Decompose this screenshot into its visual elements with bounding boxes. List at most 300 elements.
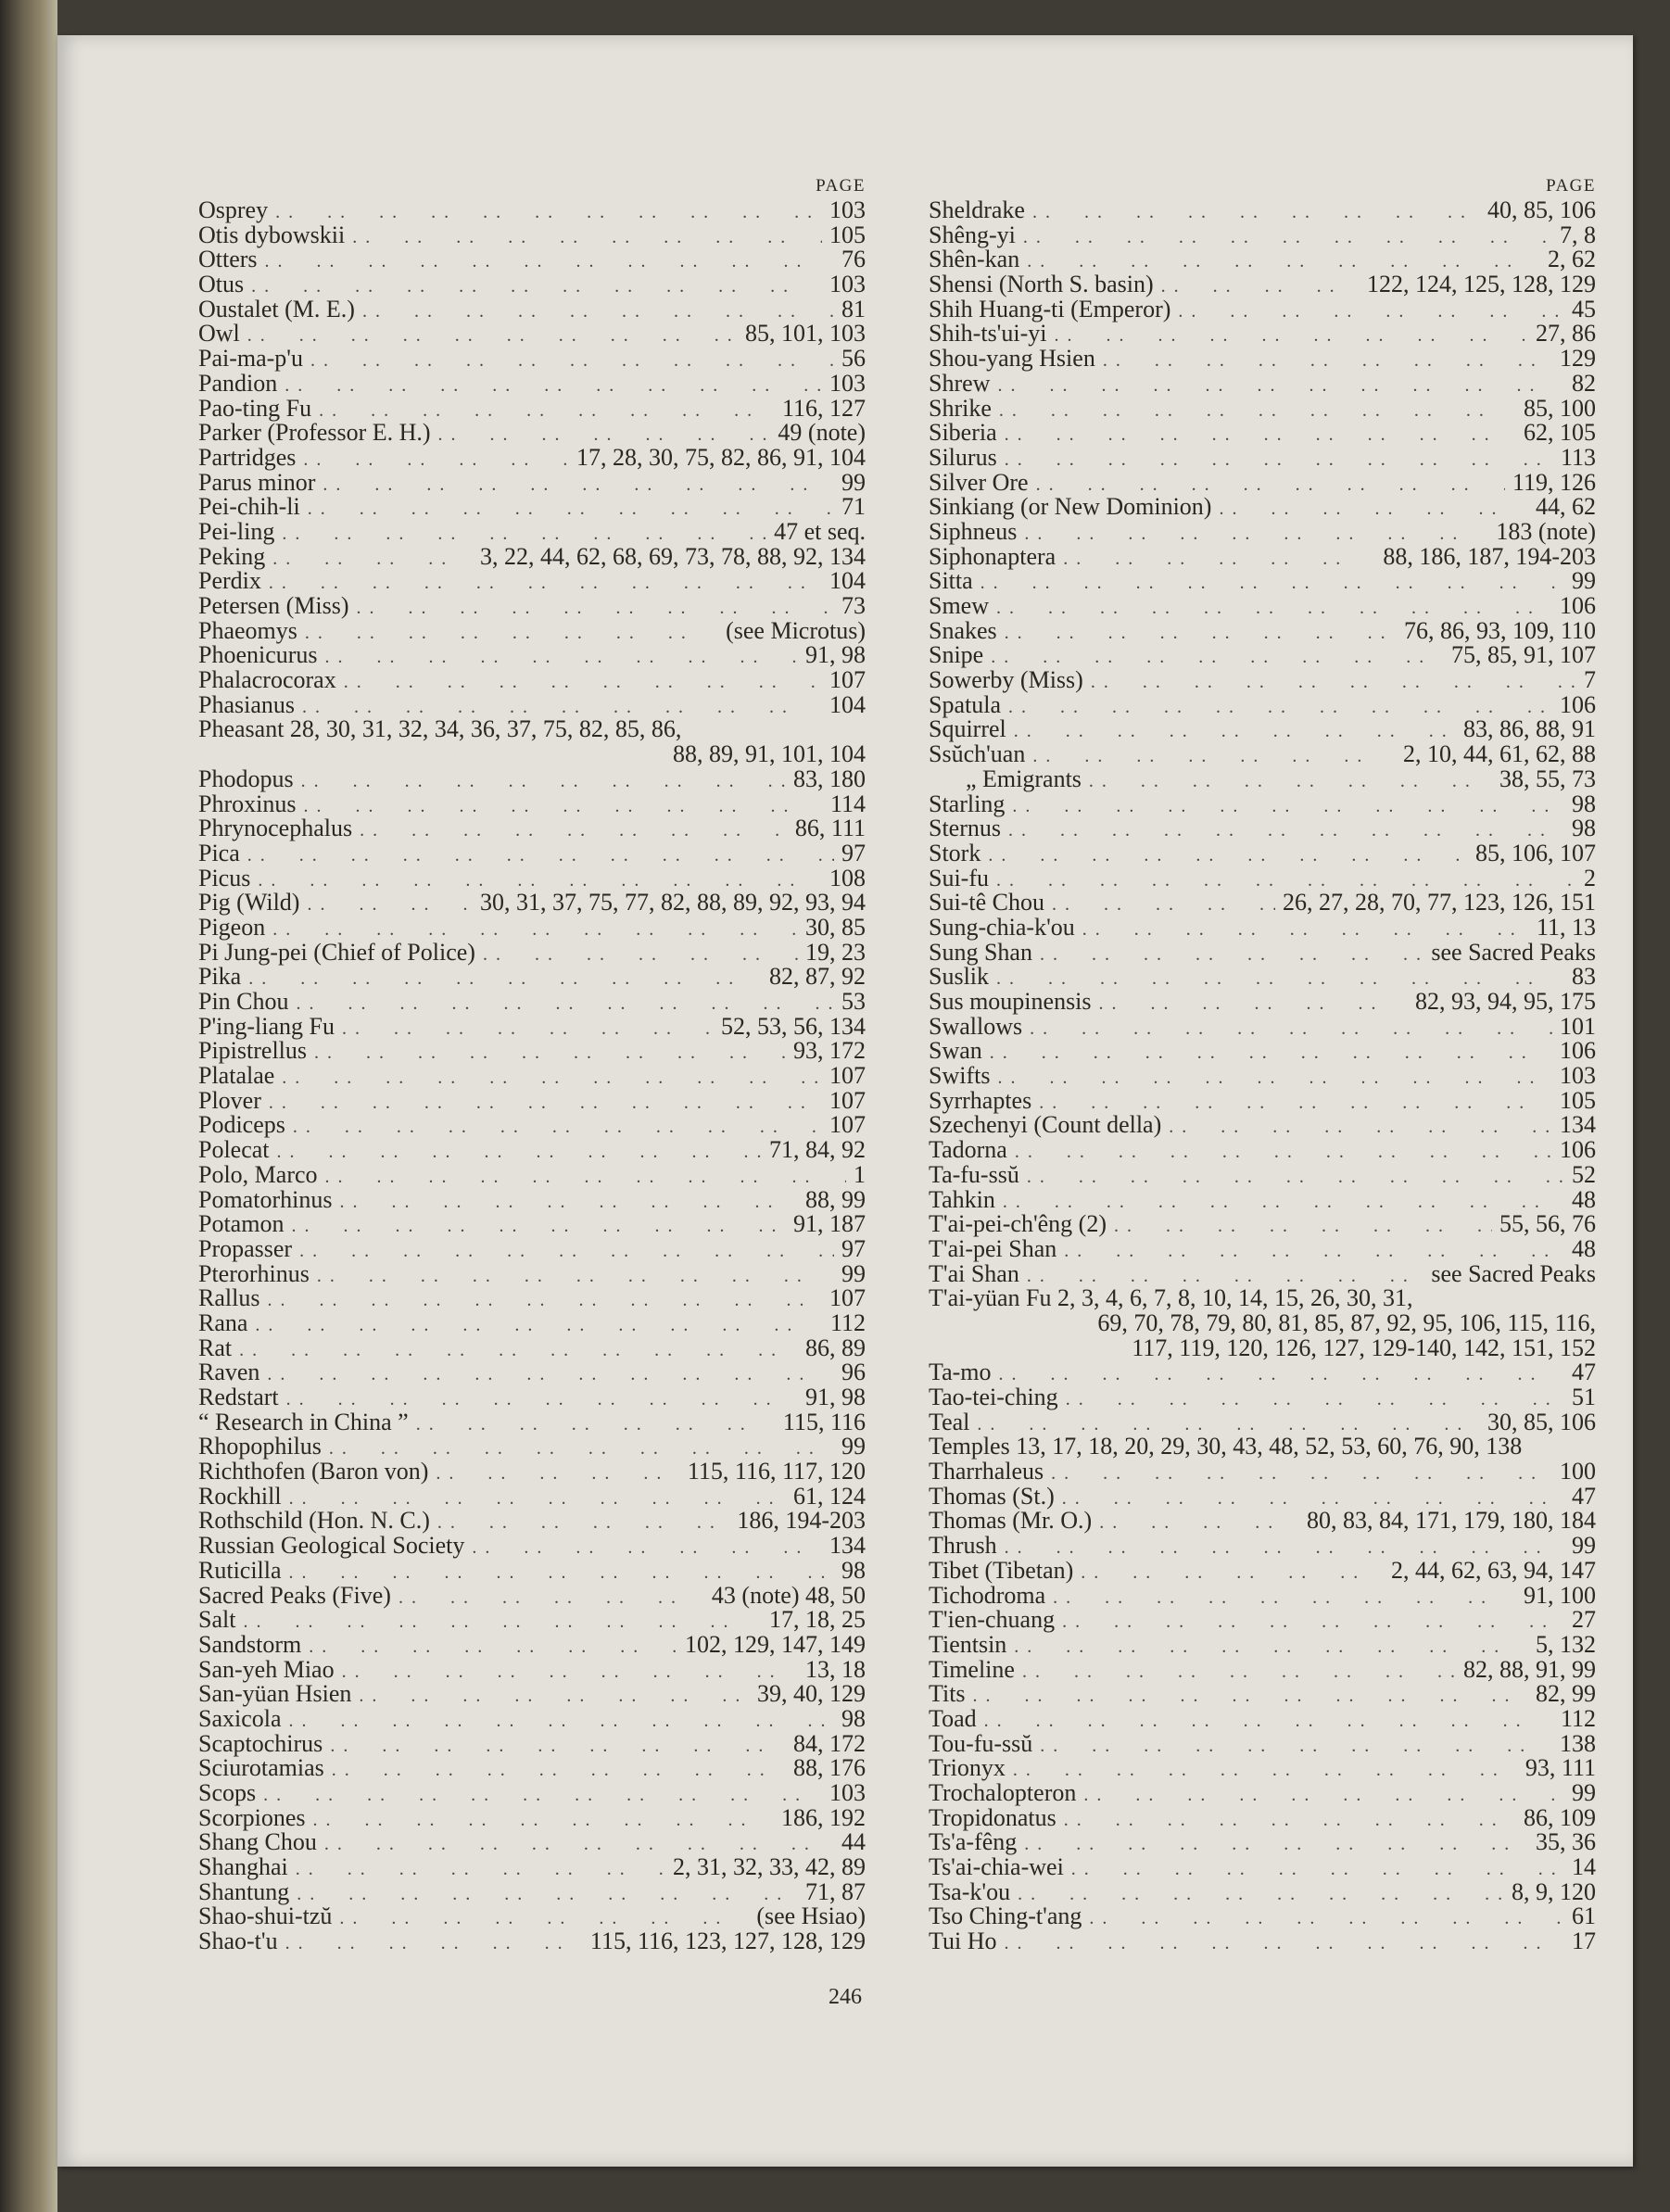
entry-term: Tao-tei-ching [929, 1384, 1058, 1410]
entry-term: „ Emigrants [966, 765, 1082, 792]
entry-page-refs: 99 [841, 1259, 866, 1287]
index-entry [198, 841, 866, 866]
leader-dots [1024, 1832, 1528, 1857]
leader-dots [1099, 992, 1408, 1017]
leader-dots [330, 1734, 786, 1759]
leader-dots [314, 1041, 786, 1066]
entry-page-refs: 105 [1560, 1086, 1596, 1114]
entry-term: Pei-ling [198, 517, 275, 545]
entry-page-refs: 52 [1572, 1160, 1596, 1188]
entry-term: Starling [929, 790, 1006, 817]
index-entry [929, 1803, 1596, 1831]
entry-page-refs: 88, 99 [805, 1185, 866, 1213]
leader-dots [291, 1214, 786, 1239]
index-entry [198, 990, 866, 1015]
leader-dots [1052, 892, 1275, 917]
entry-term: Tou-fu-ssŭ [929, 1729, 1033, 1757]
index-entry [929, 394, 1596, 422]
index-entry [929, 1286, 1596, 1311]
entry-page-refs: 129 [1560, 345, 1596, 373]
entry-term: Tadorna [929, 1136, 1007, 1164]
entry-page-refs: 107 [829, 666, 866, 694]
index-entry [198, 742, 866, 767]
entry-page-refs: 114 [829, 790, 866, 817]
index-entry [198, 1039, 866, 1064]
entry-term: Pai-ma-p'u [198, 345, 303, 373]
entry-page-refs: 71, 84, 92 [769, 1136, 866, 1164]
entry-page-refs: 96 [841, 1359, 866, 1386]
index-entry [198, 1877, 866, 1905]
entry-page-refs: 98 [1572, 815, 1596, 842]
index-entry [929, 1259, 1596, 1287]
leader-dots [282, 1066, 822, 1091]
index-entry [198, 468, 866, 496]
entry-term: Parker (Professor E. H.) [198, 419, 431, 447]
entry-page-refs: 106 [1560, 592, 1596, 619]
entry-page-refs: 108 [829, 864, 866, 891]
entry-term: Perdix [198, 567, 261, 595]
index-entry [198, 866, 866, 891]
leader-dots [265, 249, 834, 274]
entry-term: Plover [198, 1086, 261, 1114]
index-entry [198, 1655, 866, 1683]
index-entry [198, 717, 866, 742]
entry-page-refs: 104 [829, 690, 866, 718]
entry-term: Toad [929, 1704, 977, 1732]
index-entry [198, 643, 866, 668]
entry-term: Teal [929, 1408, 970, 1435]
entry-term: Pipistrellus [198, 1037, 308, 1065]
leader-dots [1030, 1017, 1552, 1042]
entry-page-refs: 91, 98 [805, 641, 866, 669]
index-entry [198, 1682, 866, 1707]
entry-term: Ssŭch'uan [929, 740, 1026, 768]
entry-page-refs: 88, 186, 187, 194-203 [1383, 542, 1596, 570]
entry-page-refs: 183 (note) [1496, 517, 1596, 545]
entry-page-refs: 83, 86, 88, 91 [1463, 715, 1596, 743]
entry-page-refs: 99 [1572, 567, 1596, 595]
index-entry [929, 517, 1596, 545]
entry-page-refs: 103 [829, 196, 866, 223]
entry-page-refs: 99 [841, 468, 866, 496]
entry-term: Pandion [198, 369, 278, 397]
leader-dots [269, 1091, 822, 1116]
entry-term: Owl [198, 320, 240, 348]
index-entry [198, 1756, 866, 1781]
entry-page-refs: 75, 85, 91, 107 [1451, 641, 1596, 669]
entry-term: Phasianus [198, 690, 295, 718]
entry-term: Sandstorm [198, 1630, 302, 1658]
leader-dots [1040, 942, 1423, 967]
leader-dots [1005, 423, 1516, 448]
leader-dots [988, 843, 1468, 868]
entry-page-refs: 44, 62 [1536, 493, 1596, 521]
leader-dots [359, 1684, 750, 1709]
leader-dots [1169, 1115, 1552, 1140]
entry-term: Tui Ho [929, 1928, 997, 1955]
entry-term: Richthofen (Baron von) [198, 1458, 429, 1485]
leader-dots [307, 892, 473, 917]
entry-page-refs: 17, 18, 25 [769, 1606, 866, 1634]
entry-term: San-yeh Miao [198, 1655, 335, 1683]
entry-page-refs: 93, 111 [1525, 1754, 1596, 1782]
index-entry [198, 322, 866, 347]
entry-term: Shih Huang-ti (Emperor) [929, 295, 1171, 322]
index-entry [929, 792, 1596, 817]
index-entry [198, 517, 866, 545]
book-binding [0, 0, 57, 2212]
index-entry [198, 1308, 866, 1336]
entry-term: Osprey [198, 196, 269, 223]
index-entry [198, 1336, 866, 1361]
entry-page-refs: 88, 89, 91, 101, 104 [673, 740, 866, 768]
index-entry [198, 1904, 866, 1929]
index-entry [929, 668, 1596, 693]
entry-page-refs: 117, 119, 120, 126, 127, 129-140, 142, 151, 152 [1132, 1334, 1596, 1361]
entry-page-refs: 80, 83, 84, 171, 179, 180, 184 [1307, 1507, 1596, 1535]
entry-page-refs: 93, 172 [793, 1037, 866, 1065]
index-entry [929, 1138, 1596, 1163]
entry-page-refs: 30, 85 [805, 913, 866, 941]
entry-term: Siphonaptera [929, 542, 1056, 570]
leader-dots [1015, 1140, 1552, 1165]
entry-term: Tibet (Tibetan) [929, 1556, 1074, 1584]
index-entry [929, 1012, 1596, 1040]
entry-term: Timeline [929, 1655, 1015, 1683]
entry-page-refs: 2, 62 [1548, 246, 1596, 273]
leader-dots [308, 497, 834, 522]
index-entry [929, 1160, 1596, 1188]
leader-dots [1023, 225, 1552, 250]
index-entry [198, 369, 866, 397]
leader-dots [360, 818, 788, 843]
index-entry [929, 965, 1596, 990]
entry-page-refs: 73 [841, 592, 866, 619]
index-entry [198, 1534, 866, 1559]
index-entry [929, 1729, 1596, 1757]
entry-term: Pterorhinus [198, 1259, 310, 1287]
leader-dots [1103, 348, 1552, 373]
index-entry [929, 1630, 1596, 1658]
index-entry [198, 767, 866, 792]
entry-term: Sternus [929, 815, 1001, 842]
entry-term: Polecat [198, 1136, 270, 1164]
entry-page-refs: 51 [1572, 1384, 1596, 1410]
entry-page-refs: 44 [841, 1828, 866, 1856]
entry-page-refs: 102, 129, 147, 149 [685, 1630, 866, 1658]
entry-term: Otus [198, 271, 245, 298]
entry-page-refs: 106 [1560, 690, 1596, 718]
entry-page-refs: 27, 86 [1536, 320, 1596, 348]
entry-term: Snakes [929, 616, 997, 644]
entry-term: Redstart [198, 1384, 279, 1410]
entry-term: Thomas (St.) [929, 1482, 1055, 1510]
entry-term: Pei-chih-li [198, 493, 300, 521]
leader-dots [1099, 1510, 1299, 1536]
entry-page-refs: 103 [829, 271, 866, 298]
entry-page-refs: 98 [1572, 790, 1596, 817]
leader-dots [247, 323, 738, 348]
entry-page-refs: 55, 56, 76 [1499, 1210, 1596, 1238]
index-entry [198, 394, 866, 422]
entry-term: Shih-ts'ui-yi [929, 320, 1047, 348]
entry-term: Scorpiones [198, 1803, 306, 1831]
index-entry [929, 1482, 1596, 1510]
entry-page-refs: (see Hsiao) [756, 1902, 866, 1930]
index-entry [929, 913, 1596, 941]
entry-page-refs: 85, 106, 107 [1475, 839, 1596, 866]
entry-term: Silver Ore [929, 468, 1029, 496]
entry-term: T'ai-yüan Fu 2, 3, 4, 6, 7, 8, 10, 14, 15, 26, 30, 31, [929, 1284, 1413, 1312]
index-entry [198, 542, 866, 570]
leader-dots [325, 645, 798, 670]
entry-term: Raven [198, 1359, 260, 1386]
entry-term: Sus moupinensis [929, 988, 1092, 1015]
entry-page-refs: 82, 99 [1536, 1680, 1596, 1708]
entry-page-refs: 48 [1572, 1234, 1596, 1262]
leader-dots [301, 769, 786, 794]
leader-dots [1064, 1808, 1516, 1833]
leader-dots [272, 547, 473, 572]
entry-term: Pika [198, 963, 242, 991]
entry-page-refs: 98 [841, 1556, 866, 1584]
index-entry [929, 1308, 1596, 1336]
entry-term: Shao-shui-tzŭ [198, 1902, 333, 1930]
entry-page-refs: 104 [829, 567, 866, 595]
entry-page-refs: 76 [841, 246, 866, 273]
index-entry [198, 1630, 866, 1658]
entry-term: Phrynocephalus [198, 815, 353, 842]
index-entry [929, 1509, 1596, 1534]
entry-page-refs: 115, 116 [782, 1408, 866, 1435]
leader-dots [344, 670, 822, 695]
entry-page-refs: 134 [1560, 1111, 1596, 1139]
entry-term: Shên-kan [929, 246, 1020, 273]
entry-page-refs: 91, 187 [793, 1210, 866, 1238]
entry-page-refs: 7 [1584, 666, 1596, 694]
index-entry [929, 1704, 1596, 1732]
leader-dots [248, 967, 762, 992]
index-entry [198, 1360, 866, 1385]
entry-page-refs: 97 [841, 1234, 866, 1262]
index-entry [198, 495, 866, 520]
entry-term: Shao-t'u [198, 1928, 278, 1955]
entry-term: Shensi (North S. basin) [929, 271, 1154, 298]
index-entry [198, 1012, 866, 1040]
entry-term: Spatula [929, 690, 1001, 718]
leader-dots [997, 373, 1564, 398]
entry-term: Siphneus [929, 517, 1018, 545]
entry-term: Tharrhaleus [929, 1458, 1044, 1485]
entry-term: Pigeon [198, 913, 266, 941]
leader-dots [999, 398, 1516, 423]
index-entry [198, 690, 866, 718]
entry-page-refs: 11, 13 [1536, 913, 1596, 941]
entry-term: Picus [198, 864, 251, 891]
entry-page-refs: 30, 31, 37, 75, 77, 82, 88, 89, 92, 93, 94 [480, 889, 866, 916]
leader-dots [267, 1288, 822, 1313]
leader-dots [296, 1857, 665, 1882]
index-entry [929, 1336, 1596, 1361]
leader-dots [263, 1783, 822, 1808]
leader-dots [1012, 794, 1564, 819]
index-entry [929, 272, 1596, 297]
index-entry [929, 1460, 1596, 1485]
index-entry [929, 247, 1596, 272]
entry-term: Rat [198, 1334, 233, 1361]
index-entry [929, 347, 1596, 372]
entry-page-refs: 122, 124, 125, 128, 129 [1367, 271, 1596, 298]
entry-page-refs: 2, 44, 62, 63, 94, 147 [1391, 1556, 1596, 1584]
entry-term: Ta-mo [929, 1359, 992, 1386]
entry-term: Scops [198, 1779, 257, 1806]
entry-page-refs: see Sacred Peaks [1431, 1259, 1596, 1287]
entry-term: Scaptochirus [198, 1729, 323, 1757]
entry-page-refs: 85, 100 [1524, 394, 1596, 422]
leader-dots [1062, 1610, 1564, 1635]
leader-dots [1178, 299, 1564, 324]
entry-term: Sung Shan [929, 938, 1032, 966]
entry-term: Phoenicurus [198, 641, 318, 669]
entry-page-refs: 119, 126 [1512, 468, 1596, 496]
entry-term: Tso Ching-t'ang [929, 1902, 1082, 1930]
leader-dots [1161, 274, 1360, 299]
index-entry [929, 1064, 1596, 1089]
index-entry [929, 1234, 1596, 1262]
index-entry [929, 495, 1596, 520]
entry-term: Shantung [198, 1877, 290, 1905]
leader-dots [399, 1586, 704, 1611]
entry-page-refs: 5, 132 [1536, 1630, 1596, 1658]
index-entry [198, 668, 866, 693]
entry-term: Petersen (Miss) [198, 592, 349, 619]
entry-page-refs: 97 [841, 839, 866, 866]
leader-dots [342, 1017, 714, 1042]
entry-page-refs: 76, 86, 93, 109, 110 [1403, 616, 1596, 644]
entry-term: Trionyx [929, 1754, 1006, 1782]
entry-page-refs: 138 [1560, 1729, 1596, 1757]
index-entry [198, 1212, 866, 1237]
entry-page-refs: 17, 28, 30, 75, 82, 86, 91, 104 [576, 443, 866, 471]
leader-dots [1032, 200, 1480, 225]
index-entry [929, 1877, 1596, 1905]
index-entry [929, 322, 1596, 347]
entry-term: Sowerby (Miss) [929, 666, 1083, 694]
entry-term: Otters [198, 246, 258, 273]
entry-page-refs: 8, 9, 120 [1512, 1877, 1596, 1905]
index-entry [929, 369, 1596, 397]
entry-page-refs: 86, 111 [794, 815, 866, 842]
entry-page-refs: 107 [829, 1062, 866, 1090]
entry-page-refs: 107 [829, 1111, 866, 1139]
index-entry [929, 1855, 1596, 1880]
entry-page-refs: 26, 27, 28, 70, 77, 123, 126, 151 [1283, 889, 1596, 916]
index-entries-left [198, 198, 866, 1954]
index-entry [198, 443, 866, 471]
index-entry [929, 198, 1596, 223]
entry-term: Silurus [929, 443, 997, 471]
entry-term: Pheasant 28, 30, 31, 32, 34, 36, 37, 75, 82, 85, 86, [198, 715, 682, 743]
entry-page-refs: 2, 10, 44, 61, 62, 88 [1403, 740, 1596, 768]
entry-term: T'ai-pei-ch'êng (2) [929, 1210, 1107, 1238]
leader-dots [255, 1313, 823, 1338]
leader-dots [997, 1066, 1552, 1091]
index-entry [198, 913, 866, 941]
leader-dots [339, 1190, 798, 1215]
leader-dots [299, 1239, 834, 1264]
leader-dots [309, 1635, 677, 1660]
index-entry [929, 542, 1596, 570]
leader-dots [1054, 323, 1528, 348]
index-entry [929, 1185, 1596, 1213]
index-entry [929, 1435, 1596, 1460]
leader-dots [239, 1338, 798, 1363]
entry-page-refs: 115, 116, 123, 127, 128, 129 [589, 1928, 866, 1955]
entry-term: Sung-chia-k'ou [929, 913, 1075, 941]
entry-term: Swan [929, 1037, 982, 1065]
entry-term: Squirrel [929, 715, 1006, 743]
entry-term: T'ai-pei Shan [929, 1234, 1057, 1262]
entry-term: Tientsin [929, 1630, 1007, 1658]
entry-page-refs: 27 [1572, 1606, 1596, 1634]
entry-page-refs: 53 [841, 988, 866, 1015]
index-entry [929, 616, 1596, 644]
leader-dots [247, 843, 834, 868]
index-entry [929, 297, 1596, 322]
index-entry [198, 1385, 866, 1410]
entry-term: Thrush [929, 1532, 997, 1560]
index-entry [198, 1608, 866, 1633]
entry-term: Ts'ai-chia-wei [929, 1853, 1064, 1881]
entry-term: Shou-yang Hsien [929, 345, 1095, 373]
leader-dots [297, 1882, 798, 1907]
entry-page-refs: 107 [829, 1086, 866, 1114]
entry-term: Shrike [929, 394, 992, 422]
index-entry [929, 1212, 1596, 1237]
leader-dots [1114, 1214, 1492, 1239]
entry-page-refs: 101 [1560, 1012, 1596, 1040]
entry-term: Platalae [198, 1062, 275, 1090]
entry-term: Rana [198, 1308, 248, 1336]
leader-dots [293, 1115, 822, 1140]
leader-dots [267, 1362, 834, 1387]
entry-term: Thomas (Mr. O.) [929, 1507, 1093, 1535]
entry-page-refs: 186, 194-203 [737, 1507, 866, 1535]
leader-dots [1051, 1461, 1552, 1486]
index-entry [929, 1385, 1596, 1410]
leader-dots [1022, 1660, 1456, 1685]
entry-term: Shêng-yi [929, 221, 1016, 248]
entry-term: Rothschild (Hon. N. C.) [198, 1507, 430, 1535]
entry-term: Partridges [198, 443, 297, 471]
page-number: 246 [829, 1985, 862, 2009]
index-entry [929, 717, 1596, 742]
entry-term: Smew [929, 592, 989, 619]
entry-term: Ruticilla [198, 1556, 282, 1584]
index-column-right [929, 174, 1596, 1954]
index-entry [198, 1803, 866, 1831]
entry-term: Propasser [198, 1234, 293, 1262]
entry-term: T'ien-chuang [929, 1606, 1056, 1634]
entry-page-refs: 17 [1572, 1928, 1596, 1955]
entry-page-refs: 35, 36 [1536, 1828, 1596, 1856]
leader-dots [332, 1758, 786, 1783]
entry-term: Podiceps [198, 1111, 285, 1139]
entry-page-refs: 14 [1572, 1853, 1596, 1881]
entry-term: Peking [198, 542, 266, 570]
index-entry [929, 1113, 1596, 1138]
leader-dots [999, 1362, 1565, 1387]
